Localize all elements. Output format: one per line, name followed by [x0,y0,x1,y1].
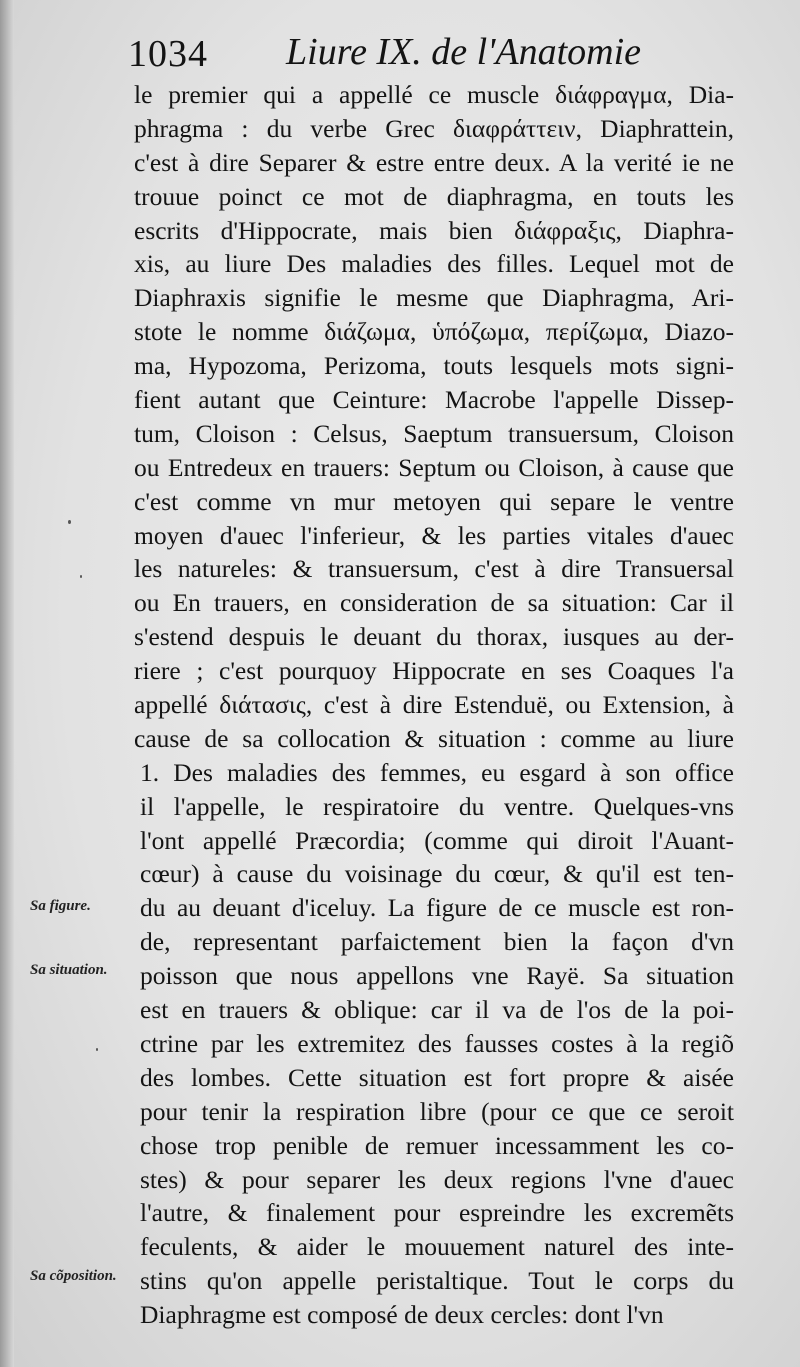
text-line: fient autant que Ceinture: Macrobe l'appelle Dissep- [134,385,734,415]
text-line: cause de sa collocation & situation : comme au liure [134,723,734,753]
text-line: ou Entredeux en trauers: Septum ou Cloison, à cause que [134,452,734,482]
text-line: des lombes. Cette situation est fort propre & aisée [140,1062,734,1092]
text-line: c'est comme vn mur metoyen qui separe le ventre [134,486,734,516]
text-line: ou En trauers, en consideration de sa situation: Car il [134,588,734,618]
text-line: ma, Hypozoma, Perizoma, touts lesquels mots signi- [134,351,734,381]
text-line: riere ; c'est pourquoy Hippocrate en ses Coaques l'a [134,656,734,686]
running-title: Liure IX. de l'Anatomie [286,31,641,73]
body-text [134,78,734,1332]
text-line: feculents, & aider le mouuement naturel des inte- [140,1232,734,1262]
text-line: du au deuant d'iceluy. La figure de ce muscle est ron- [140,893,734,923]
text-line: chose trop penible de remuer incessamment les co- [140,1130,734,1160]
text-line: Diaphragme est composé de deux cercles: dont l'vn [140,1300,664,1330]
text-line: escrits d'Hippocrate, mais bien διάφραξις, Diaphra- [134,215,734,245]
page-header [128,28,728,78]
paper-speck [68,520,71,524]
text-line: appellé διάτασις, c'est à dire Estenduë, ou Extension, à [134,690,734,720]
text-line: de, representant parfaictement bien la façon d'vn [140,927,734,957]
text-line: Diaphraxis signifie le mesme que Diaphragma, Ari- [134,283,734,313]
text-line: ctrine par les extremitez des fausses costes à la regiõ [140,1028,734,1058]
text-line: cœur) à cause du voisinage du cœur, & qu'il est ten- [140,859,734,889]
text-line: il l'appelle, le respiratoire du ventre. Quelques-vns [140,791,734,821]
text-line: poisson que nous appellons vne Rayë. Sa situation [140,961,734,991]
page-binding-edge [0,0,14,1367]
text-line: tum, Cloison : Celsus, Saeptum transuersum, Cloison [134,418,734,448]
margin-note-figure: Sa figure. [30,898,91,914]
text-line: est en trauers & oblique: car il va de l'os de la poi- [140,995,734,1025]
text-line: s'estend despuis le deuant du thorax, iusques au der- [134,622,734,652]
text-line: les natureles: & transuersum, c'est à dire Transuersal [134,554,734,584]
text-line: trouue poinct ce mot de diaphragma, en touts les [134,181,734,211]
page-number: 1034 [128,33,208,75]
text-line: moyen d'auec l'inferieur, & les parties vitales d'auec [134,520,734,550]
text-line: stote le nomme διάζωμα, ὑπόζωμα, περίζωμα, Diazo- [134,317,734,347]
text-line: xis, au liure Des maladies des filles. Lequel mot de [134,249,734,279]
text-line: 1. Des maladies des femmes, eu esgard à son office [140,757,734,787]
text-line: l'autre, & finalement pour espreindre les excremẽts [140,1198,734,1228]
text-line: c'est à dire Separer & estre entre deux. A la verité ie ne [134,147,734,177]
paper-speck [96,1048,98,1051]
text-line: phragma : du verbe Grec διαφράττειν, Diaphrattein, [134,113,734,143]
paper-speck [80,575,82,578]
text-line: stes) & pour separer les deux regions l'vne d'auec [140,1164,734,1194]
margin-note-situation: Sa situation. [30,962,108,978]
text-line: pour tenir la respiration libre (pour ce que ce seroit [140,1096,734,1126]
text-line: l'ont appellé Præcordia; (comme qui diroit l'Auant- [140,825,734,855]
margin-note-composition: Sa cõposition. [30,1268,117,1284]
text-line: le premier qui a appellé ce muscle διάφραγμα, Dia- [134,80,734,109]
text-line: stins qu'on appelle peristaltique. Tout le corps du [140,1266,734,1296]
